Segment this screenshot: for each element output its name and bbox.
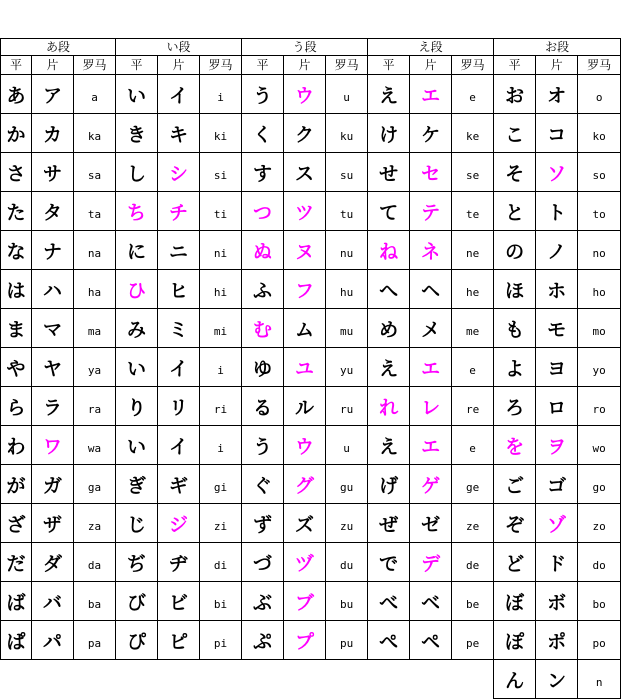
hiragana-cell: ず: [242, 504, 284, 543]
katakana-header: 片: [410, 56, 452, 75]
romaji-cell: do: [578, 543, 621, 582]
hiragana-cell: ぎ: [116, 465, 158, 504]
romaji-cell: bu: [326, 582, 368, 621]
hiragana-cell: ね: [368, 231, 410, 270]
katakana-cell: ヌ: [284, 231, 326, 270]
romaji-cell: si: [200, 153, 242, 192]
table-row: [1, 426, 621, 465]
romaji-cell: da: [74, 543, 116, 582]
hiragana-cell: ほ: [494, 270, 536, 309]
hiragana-cell: ん: [494, 660, 536, 699]
katakana-cell: ラ: [32, 387, 74, 426]
katakana-cell: イ: [158, 348, 200, 387]
hiragana-cell: く: [242, 114, 284, 153]
romaji-cell: nu: [326, 231, 368, 270]
katakana-cell: プ: [284, 621, 326, 660]
katakana-cell: ン: [536, 660, 578, 699]
romaji-cell: u: [326, 426, 368, 465]
katakana-cell: イ: [158, 75, 200, 114]
hiragana-cell: ぜ: [368, 504, 410, 543]
katakana-cell: エ: [410, 426, 452, 465]
katakana-cell: キ: [158, 114, 200, 153]
hiragana-cell: を: [494, 426, 536, 465]
katakana-cell: ネ: [410, 231, 452, 270]
romaji-cell: ha: [74, 270, 116, 309]
romaji-cell: po: [578, 621, 621, 660]
hiragana-cell: ぶ: [242, 582, 284, 621]
romaji-header: 罗马: [200, 56, 242, 75]
hiragana-cell: む: [242, 309, 284, 348]
table-row: [1, 582, 621, 621]
table-row: [1, 387, 621, 426]
romaji-cell: gi: [200, 465, 242, 504]
katakana-cell: フ: [284, 270, 326, 309]
katakana-cell: ケ: [410, 114, 452, 153]
romaji-cell: ti: [200, 192, 242, 231]
romaji-cell: tu: [326, 192, 368, 231]
katakana-cell: ワ: [32, 426, 74, 465]
hiragana-cell: と: [494, 192, 536, 231]
romaji-cell: ra: [74, 387, 116, 426]
romaji-cell: zi: [200, 504, 242, 543]
katakana-cell: グ: [284, 465, 326, 504]
romaji-cell: wo: [578, 426, 621, 465]
katakana-cell: ロ: [536, 387, 578, 426]
katakana-cell: ハ: [32, 270, 74, 309]
hiragana-cell: は: [1, 270, 32, 309]
hiragana-cell: づ: [242, 543, 284, 582]
hiragana-cell: ざ: [1, 504, 32, 543]
romaji-cell: n: [578, 660, 621, 699]
romaji-cell: sa: [74, 153, 116, 192]
romaji-cell: so: [578, 153, 621, 192]
hiragana-cell: し: [116, 153, 158, 192]
hiragana-cell: ぢ: [116, 543, 158, 582]
katakana-cell: ゼ: [410, 504, 452, 543]
hiragana-cell: せ: [368, 153, 410, 192]
hiragana-cell: び: [116, 582, 158, 621]
romaji-cell: za: [74, 504, 116, 543]
hiragana-cell: い: [116, 426, 158, 465]
katakana-cell: ギ: [158, 465, 200, 504]
romaji-cell: pa: [74, 621, 116, 660]
katakana-cell: ボ: [536, 582, 578, 621]
table-row: [1, 348, 621, 387]
table-row: [1, 465, 621, 504]
katakana-cell: ガ: [32, 465, 74, 504]
hiragana-header: 平: [368, 56, 410, 75]
katakana-cell: ゲ: [410, 465, 452, 504]
katakana-cell: イ: [158, 426, 200, 465]
hiragana-cell: な: [1, 231, 32, 270]
hiragana-header: 平: [116, 56, 158, 75]
romaji-cell: ru: [326, 387, 368, 426]
hiragana-cell: の: [494, 231, 536, 270]
romaji-cell: yo: [578, 348, 621, 387]
romaji-cell: o: [578, 75, 621, 114]
hiragana-cell: じ: [116, 504, 158, 543]
katakana-cell: バ: [32, 582, 74, 621]
hiragana-cell: ぼ: [494, 582, 536, 621]
romaji-cell: go: [578, 465, 621, 504]
romaji-cell: i: [200, 75, 242, 114]
table-row: [1, 153, 621, 192]
hiragana-cell: ち: [116, 192, 158, 231]
hiragana-cell: ふ: [242, 270, 284, 309]
romaji-cell: me: [452, 309, 494, 348]
katakana-cell: テ: [410, 192, 452, 231]
katakana-cell: ビ: [158, 582, 200, 621]
romaji-cell: mo: [578, 309, 621, 348]
romaji-cell: re: [452, 387, 494, 426]
hiragana-cell: み: [116, 309, 158, 348]
katakana-cell: ム: [284, 309, 326, 348]
katakana-cell: リ: [158, 387, 200, 426]
hiragana-cell: ぴ: [116, 621, 158, 660]
romaji-cell: ya: [74, 348, 116, 387]
table-row: [1, 192, 621, 231]
katakana-cell: ヘ: [410, 270, 452, 309]
table-row: [1, 504, 621, 543]
katakana-cell: マ: [32, 309, 74, 348]
hiragana-cell: う: [242, 75, 284, 114]
hiragana-cell: げ: [368, 465, 410, 504]
hiragana-cell: ゆ: [242, 348, 284, 387]
hiragana-cell: ま: [1, 309, 32, 348]
hiragana-cell: す: [242, 153, 284, 192]
hiragana-cell: わ: [1, 426, 32, 465]
katakana-header: 片: [284, 56, 326, 75]
romaji-header: 罗马: [74, 56, 116, 75]
romaji-cell: wa: [74, 426, 116, 465]
table-row: [1, 75, 621, 114]
hiragana-cell: だ: [1, 543, 32, 582]
romaji-cell: hi: [200, 270, 242, 309]
romaji-cell: ki: [200, 114, 242, 153]
katakana-cell: ミ: [158, 309, 200, 348]
hiragana-cell: あ: [1, 75, 32, 114]
hiragana-cell: ど: [494, 543, 536, 582]
katakana-cell: メ: [410, 309, 452, 348]
katakana-cell: ト: [536, 192, 578, 231]
romaji-header: 罗马: [578, 56, 621, 75]
katakana-cell: ジ: [158, 504, 200, 543]
romaji-cell: ro: [578, 387, 621, 426]
romaji-header: 罗马: [452, 56, 494, 75]
romaji-cell: e: [452, 75, 494, 114]
katakana-cell: ゴ: [536, 465, 578, 504]
hiragana-header: 平: [242, 56, 284, 75]
katakana-cell: ヂ: [158, 543, 200, 582]
katakana-cell: ツ: [284, 192, 326, 231]
katakana-cell: ポ: [536, 621, 578, 660]
romaji-cell: a: [74, 75, 116, 114]
hiragana-cell: に: [116, 231, 158, 270]
romaji-cell: bo: [578, 582, 621, 621]
hiragana-cell: う: [242, 426, 284, 465]
katakana-header: 片: [158, 56, 200, 75]
hiragana-cell: れ: [368, 387, 410, 426]
group-header: お段: [494, 39, 621, 56]
hiragana-cell: ろ: [494, 387, 536, 426]
hiragana-cell: ぷ: [242, 621, 284, 660]
romaji-cell: ri: [200, 387, 242, 426]
romaji-cell: hu: [326, 270, 368, 309]
hiragana-cell: た: [1, 192, 32, 231]
romaji-cell: di: [200, 543, 242, 582]
katakana-cell: パ: [32, 621, 74, 660]
katakana-cell: ヅ: [284, 543, 326, 582]
romaji-cell: de: [452, 543, 494, 582]
katakana-cell: ク: [284, 114, 326, 153]
katakana-cell: ダ: [32, 543, 74, 582]
katakana-cell: ウ: [284, 426, 326, 465]
hiragana-cell: ぺ: [368, 621, 410, 660]
romaji-cell: ka: [74, 114, 116, 153]
romaji-cell: ta: [74, 192, 116, 231]
group-header: え段: [368, 39, 494, 56]
hiragana-cell: へ: [368, 270, 410, 309]
katakana-cell: オ: [536, 75, 578, 114]
romaji-cell: ba: [74, 582, 116, 621]
hiragana-cell: い: [116, 348, 158, 387]
katakana-cell: ザ: [32, 504, 74, 543]
romaji-cell: yu: [326, 348, 368, 387]
romaji-cell: i: [200, 348, 242, 387]
katakana-cell: カ: [32, 114, 74, 153]
sub-header-row: [1, 56, 621, 75]
hiragana-cell: え: [368, 348, 410, 387]
hiragana-cell: え: [368, 75, 410, 114]
katakana-cell: ウ: [284, 75, 326, 114]
romaji-cell: ke: [452, 114, 494, 153]
katakana-header: 片: [536, 56, 578, 75]
hiragana-cell: べ: [368, 582, 410, 621]
romaji-cell: ge: [452, 465, 494, 504]
romaji-cell: zo: [578, 504, 621, 543]
romaji-cell: ne: [452, 231, 494, 270]
romaji-cell: ko: [578, 114, 621, 153]
empty-cell: [1, 660, 494, 699]
katakana-cell: シ: [158, 153, 200, 192]
table-row: [1, 309, 621, 348]
hiragana-cell: ぬ: [242, 231, 284, 270]
hiragana-cell: る: [242, 387, 284, 426]
romaji-cell: no: [578, 231, 621, 270]
romaji-cell: u: [326, 75, 368, 114]
hiragana-cell: か: [1, 114, 32, 153]
group-header: う段: [242, 39, 368, 56]
hiragana-cell: ぽ: [494, 621, 536, 660]
katakana-cell: ホ: [536, 270, 578, 309]
katakana-cell: ノ: [536, 231, 578, 270]
hiragana-cell: ぱ: [1, 621, 32, 660]
katakana-cell: ズ: [284, 504, 326, 543]
katakana-cell: ス: [284, 153, 326, 192]
hiragana-cell: ら: [1, 387, 32, 426]
romaji-cell: bi: [200, 582, 242, 621]
katakana-cell: チ: [158, 192, 200, 231]
romaji-cell: pe: [452, 621, 494, 660]
katakana-cell: ヲ: [536, 426, 578, 465]
hiragana-cell: こ: [494, 114, 536, 153]
katakana-cell: モ: [536, 309, 578, 348]
romaji-cell: pi: [200, 621, 242, 660]
hiragana-cell: け: [368, 114, 410, 153]
romaji-cell: mu: [326, 309, 368, 348]
table-row: [1, 114, 621, 153]
romaji-cell: na: [74, 231, 116, 270]
hiragana-header: 平: [494, 56, 536, 75]
katakana-cell: デ: [410, 543, 452, 582]
katakana-cell: セ: [410, 153, 452, 192]
romaji-cell: ga: [74, 465, 116, 504]
table-row: [1, 543, 621, 582]
katakana-cell: ブ: [284, 582, 326, 621]
romaji-cell: ni: [200, 231, 242, 270]
katakana-cell: ル: [284, 387, 326, 426]
katakana-cell: タ: [32, 192, 74, 231]
group-header: い段: [116, 39, 242, 56]
romaji-cell: se: [452, 153, 494, 192]
romaji-cell: ma: [74, 309, 116, 348]
katakana-cell: レ: [410, 387, 452, 426]
romaji-cell: he: [452, 270, 494, 309]
kana-table-body: [1, 39, 621, 699]
hiragana-cell: そ: [494, 153, 536, 192]
table-row: [1, 621, 621, 660]
katakana-cell: ベ: [410, 582, 452, 621]
katakana-header: 片: [32, 56, 74, 75]
hiragana-cell: や: [1, 348, 32, 387]
group-header: あ段: [1, 39, 116, 56]
hiragana-cell: め: [368, 309, 410, 348]
romaji-cell: ku: [326, 114, 368, 153]
hiragana-cell: ひ: [116, 270, 158, 309]
hiragana-cell: で: [368, 543, 410, 582]
katakana-cell: ド: [536, 543, 578, 582]
kana-table: [0, 38, 621, 699]
hiragana-cell: い: [116, 75, 158, 114]
katakana-cell: ゾ: [536, 504, 578, 543]
katakana-cell: エ: [410, 75, 452, 114]
romaji-cell: su: [326, 153, 368, 192]
katakana-cell: ニ: [158, 231, 200, 270]
romaji-cell: pu: [326, 621, 368, 660]
table-row: [1, 231, 621, 270]
romaji-cell: e: [452, 426, 494, 465]
hiragana-cell: さ: [1, 153, 32, 192]
romaji-cell: gu: [326, 465, 368, 504]
katakana-cell: ヨ: [536, 348, 578, 387]
hiragana-cell: つ: [242, 192, 284, 231]
romaji-cell: ho: [578, 270, 621, 309]
hiragana-cell: き: [116, 114, 158, 153]
hiragana-cell: え: [368, 426, 410, 465]
katakana-cell: コ: [536, 114, 578, 153]
hiragana-header: 平: [1, 56, 32, 75]
romaji-cell: to: [578, 192, 621, 231]
romaji-cell: i: [200, 426, 242, 465]
hiragana-cell: が: [1, 465, 32, 504]
romaji-cell: zu: [326, 504, 368, 543]
table-row: [1, 660, 621, 699]
hiragana-cell: て: [368, 192, 410, 231]
hiragana-cell: も: [494, 309, 536, 348]
katakana-cell: ユ: [284, 348, 326, 387]
romaji-header: 罗马: [326, 56, 368, 75]
katakana-cell: ピ: [158, 621, 200, 660]
hiragana-cell: ご: [494, 465, 536, 504]
hiragana-cell: ぐ: [242, 465, 284, 504]
katakana-cell: サ: [32, 153, 74, 192]
romaji-cell: te: [452, 192, 494, 231]
hiragana-cell: ぞ: [494, 504, 536, 543]
group-header-row: [1, 39, 621, 56]
hiragana-cell: り: [116, 387, 158, 426]
katakana-cell: ソ: [536, 153, 578, 192]
romaji-cell: be: [452, 582, 494, 621]
katakana-cell: ペ: [410, 621, 452, 660]
katakana-cell: ヒ: [158, 270, 200, 309]
romaji-cell: du: [326, 543, 368, 582]
hiragana-cell: よ: [494, 348, 536, 387]
romaji-cell: e: [452, 348, 494, 387]
katakana-cell: ナ: [32, 231, 74, 270]
katakana-cell: ア: [32, 75, 74, 114]
hiragana-cell: お: [494, 75, 536, 114]
table-row: [1, 270, 621, 309]
katakana-cell: ヤ: [32, 348, 74, 387]
hiragana-cell: ば: [1, 582, 32, 621]
katakana-cell: エ: [410, 348, 452, 387]
romaji-cell: ze: [452, 504, 494, 543]
romaji-cell: mi: [200, 309, 242, 348]
